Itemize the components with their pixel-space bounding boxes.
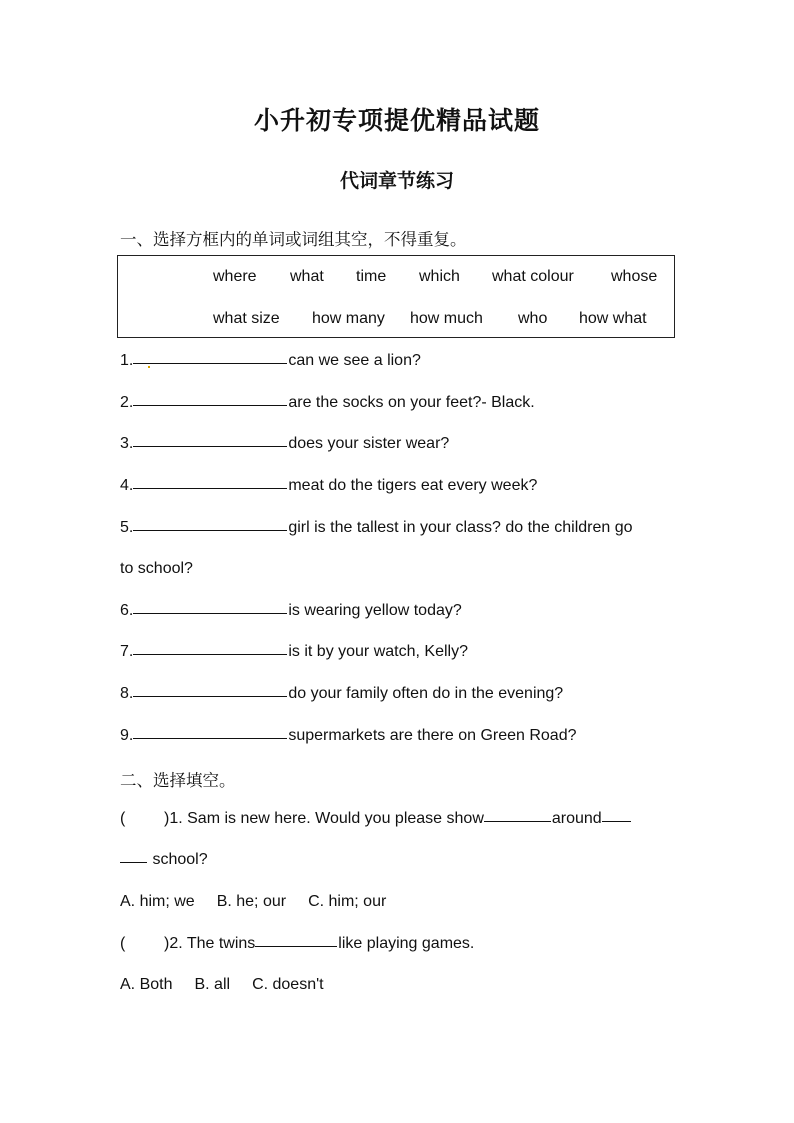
word-option: what size — [213, 310, 280, 327]
option-c[interactable]: C. doesn't — [252, 976, 324, 993]
question-item: 8. do your family often do in the evening? — [120, 685, 564, 702]
option-a[interactable]: A. Both — [120, 976, 173, 993]
section2-heading: 二、选择填空。 — [120, 771, 236, 790]
word-option: how much — [410, 310, 483, 327]
answer-blank[interactable] — [484, 820, 551, 822]
question-item-continued: to school? — [120, 560, 193, 577]
word-box — [117, 255, 675, 338]
answer-blank[interactable] — [133, 653, 287, 655]
mc-options-2 — [120, 976, 346, 994]
question-item: 6. is wearing yellow today? — [120, 602, 462, 619]
word-option: how what — [579, 310, 647, 327]
word-option: what colour — [492, 268, 574, 285]
question-item: 1. can we see a lion? — [120, 352, 421, 369]
answer-blank[interactable] — [133, 737, 287, 739]
answer-blank[interactable] — [133, 487, 287, 489]
answer-blank[interactable] — [255, 945, 337, 947]
answer-blank[interactable] — [133, 529, 287, 531]
option-b[interactable]: B. he; our — [216, 893, 287, 910]
option-c[interactable]: C. him; our — [308, 893, 387, 910]
question-item: 7. is it by your watch, Kelly? — [120, 643, 468, 660]
answer-blank[interactable] — [133, 695, 287, 697]
mc-options-1 — [120, 893, 408, 911]
answer-blank[interactable] — [133, 404, 287, 406]
word-option: who — [518, 310, 548, 327]
question-item: 5. girl is the tallest in your class? do the children go — [120, 519, 633, 536]
section1-heading: 一、选择方框内的单词或词组其空，不得重复。 — [120, 230, 467, 249]
question-item: 9. supermarkets are there on Green Road? — [120, 727, 577, 744]
question-item: 4. meat do the tigers eat every week? — [120, 477, 538, 494]
word-option: how many — [312, 310, 385, 327]
word-option: where — [213, 268, 257, 285]
word-option: whose — [611, 268, 658, 285]
answer-blank[interactable] — [133, 612, 287, 614]
question-item: 2. are the socks on your feet?- Black. — [120, 394, 535, 411]
page-subtitle: 代词章节练习 — [339, 170, 454, 192]
answer-blank[interactable] — [602, 820, 631, 822]
mc-question-1-continued: school? — [120, 851, 208, 869]
word-option: which — [419, 268, 460, 285]
answer-blank[interactable] — [133, 362, 287, 364]
answer-blank[interactable] — [120, 861, 147, 863]
answer-blank[interactable] — [133, 445, 287, 447]
mc-question-1: ( )1. Sam is new here. Would you please show around — [120, 810, 632, 828]
option-a[interactable]: A. him; we — [120, 893, 195, 910]
mc-question-2: ( )2. The twins like playing games. — [120, 935, 475, 952]
word-option: what — [290, 268, 324, 285]
word-option: time — [356, 268, 387, 285]
option-b[interactable]: B. all — [194, 976, 231, 993]
page-title: 小升初专项提优精品试题 — [253, 106, 540, 135]
question-item: 3. does your sister wear? — [120, 435, 450, 452]
